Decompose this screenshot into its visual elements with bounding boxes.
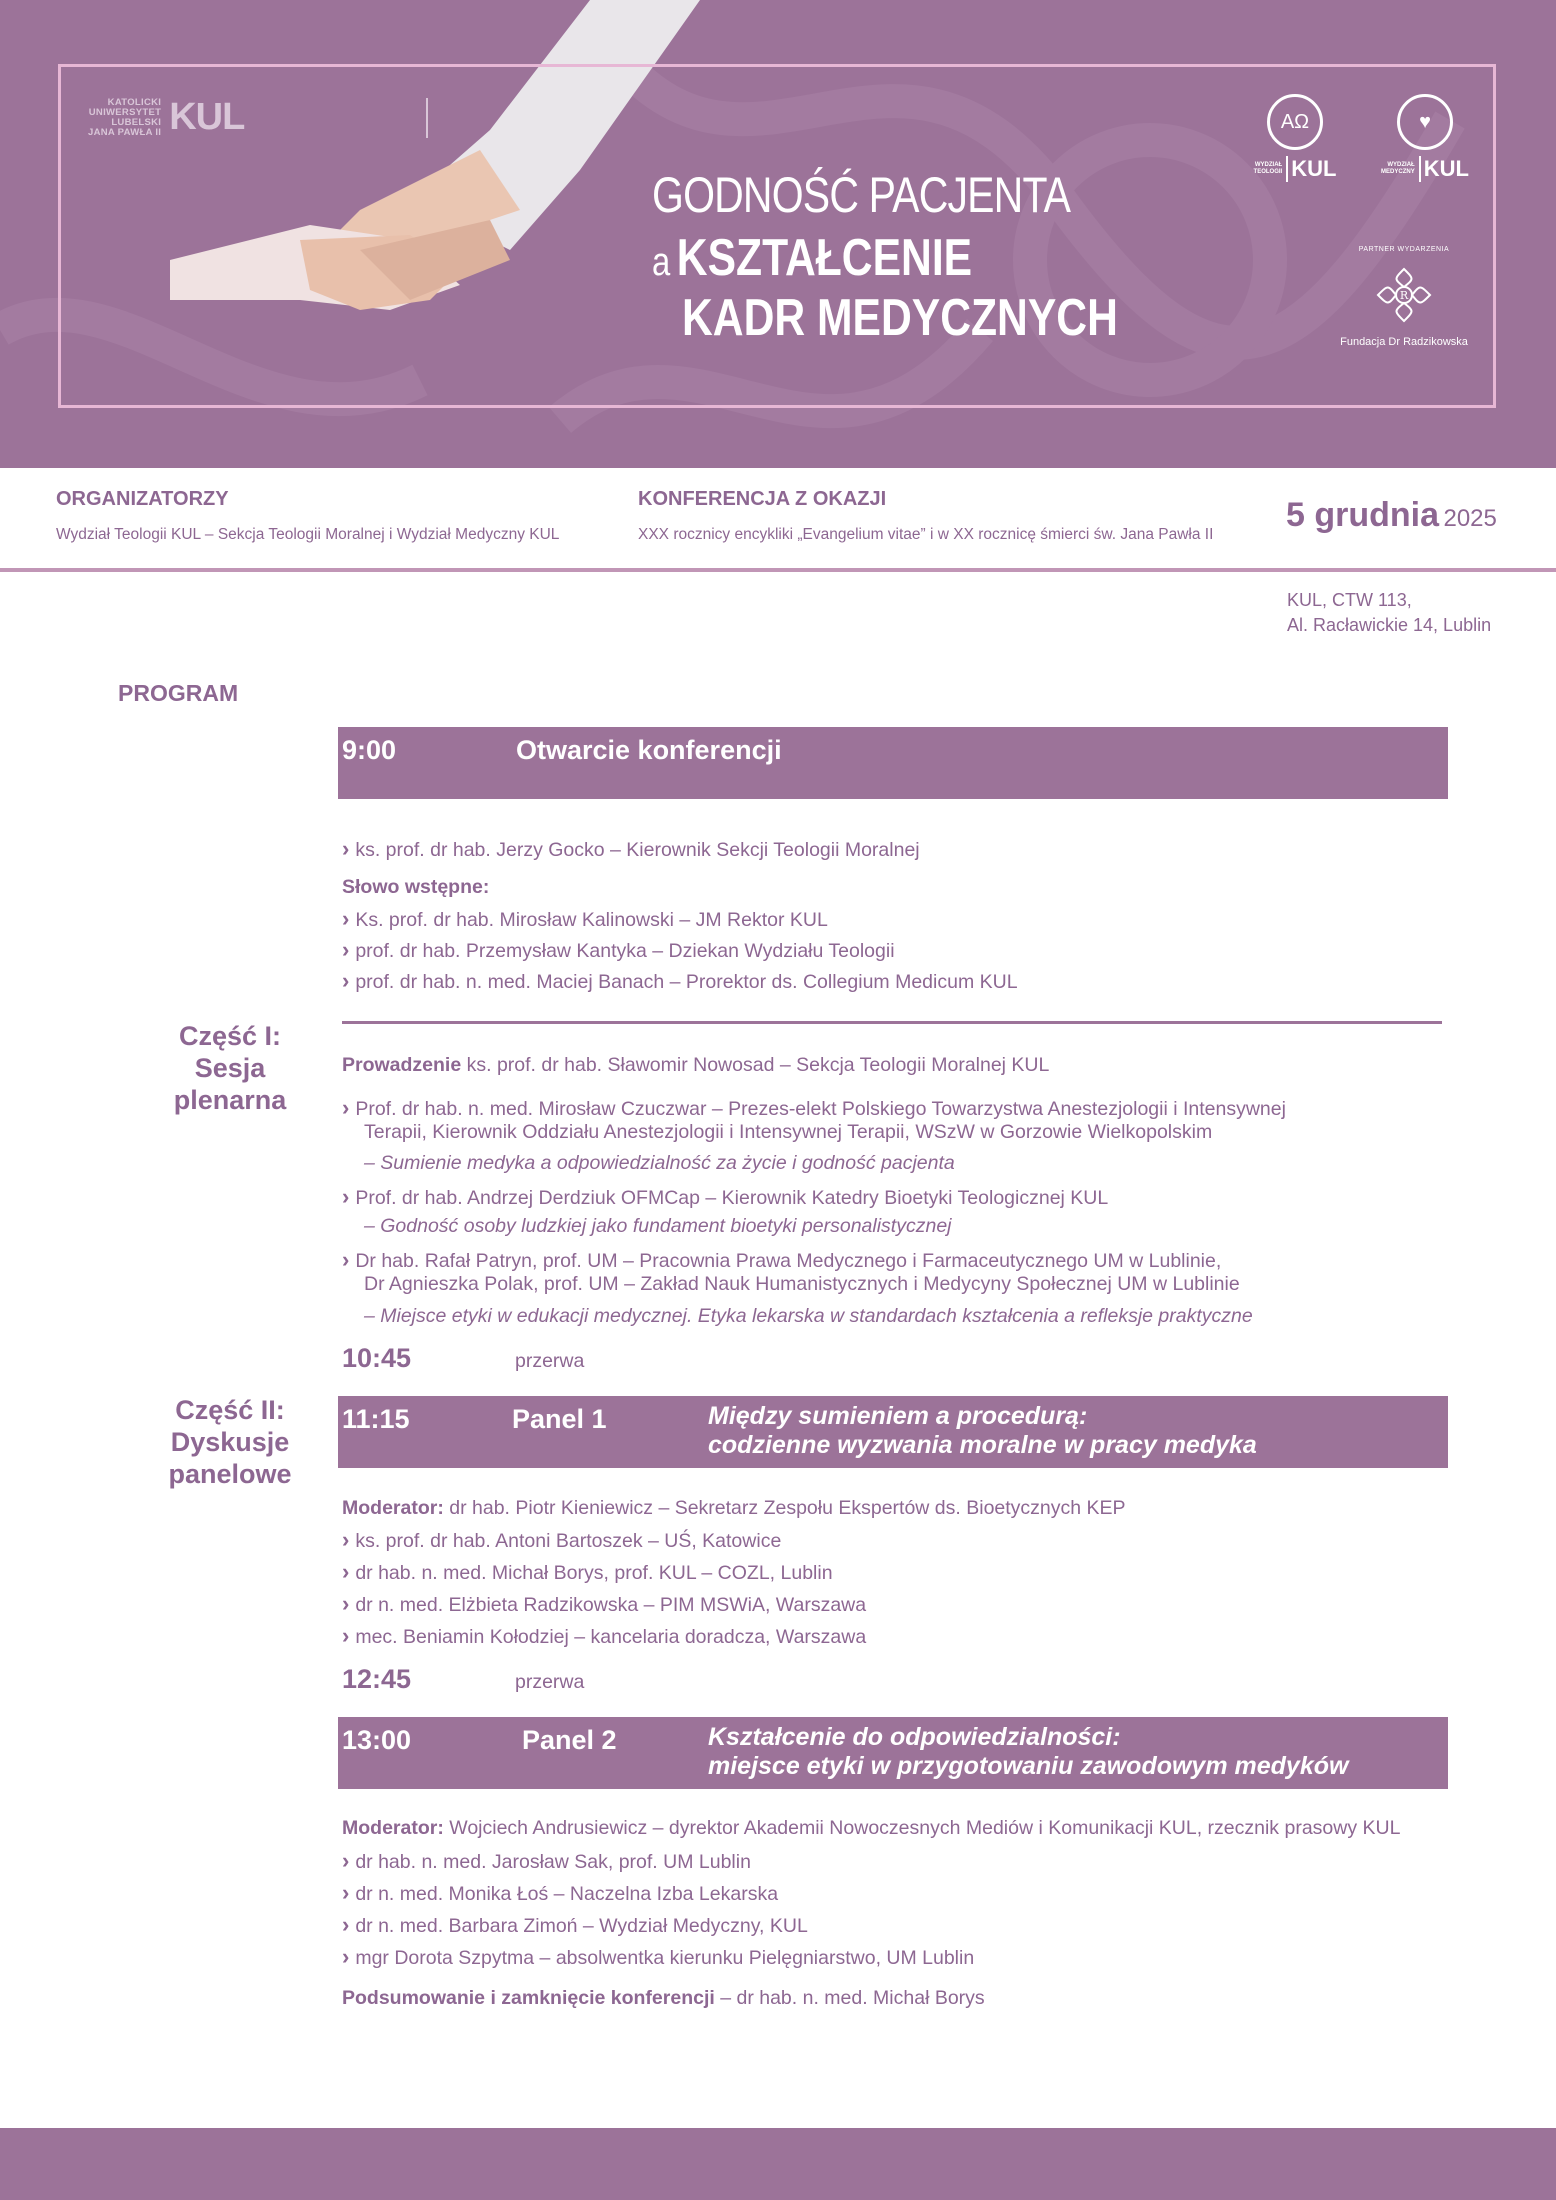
panel-1-bar	[338, 1396, 1448, 1468]
chevron-right-icon: ›	[342, 1912, 350, 1937]
talk-title	[364, 1215, 952, 1238]
part-2-line-3: panelowe	[168, 1459, 292, 1489]
chevron-right-icon: ›	[342, 906, 350, 931]
moderator-line	[342, 1497, 1126, 1520]
medical-logo-text: WYDZIAŁ MEDYCZNY	[1381, 162, 1415, 175]
opening-time: 9:00	[342, 735, 397, 765]
break-2-time: 12:45	[342, 1664, 412, 1694]
speaker-text: Ks. prof. dr hab. Mirosław Kalinowski – JM Rektor KUL	[355, 909, 828, 931]
list-item	[342, 1880, 778, 1906]
talk-title	[364, 1152, 955, 1175]
theology-logo-text: WYDZIAŁ TEOLOGII	[1253, 162, 1283, 175]
date-day: 5 grudnia	[1286, 496, 1440, 534]
partner-label: PARTNER WYDARZENIA	[1358, 246, 1450, 253]
kul-logo-text: KATOLICKI UNIWERSYTET LUBELSKI JANA PAWŁA II	[88, 96, 162, 138]
panel-1-time: 11:15	[342, 1404, 410, 1434]
title-line-2-text: KSZTAŁCENIE	[676, 229, 973, 287]
chevron-right-icon: ›	[342, 1848, 350, 1873]
kul-logo	[88, 96, 244, 139]
svg-text:R: R	[1399, 289, 1409, 302]
list-item	[342, 1912, 808, 1938]
list-item	[342, 1247, 1221, 1273]
section-separator	[342, 1021, 1442, 1024]
title-a: a	[652, 240, 671, 284]
panel-2-title-line-2: miejsce etyki w przygotowaniu zawodowym medyków	[708, 1752, 1349, 1780]
chevron-right-icon: ›	[342, 1559, 350, 1584]
closing-text: – dr hab. n. med. Michał Borys	[714, 1987, 985, 2009]
intro-label-text: Słowo wstępne:	[342, 876, 490, 898]
medical-faculty-logo	[1380, 94, 1470, 182]
panel-1-title-line-2: codzienne wyzwania moralne w pracy medyka	[708, 1431, 1257, 1459]
speaker-text: prof. dr hab. n. med. Maciej Banach – Prorektor ds. Collegium Medicum KUL	[355, 971, 1018, 993]
talk-title-text: – Sumienie medyka a odpowiedzialność za życie i godność pacjenta	[364, 1152, 955, 1174]
closing-label: Podsumowanie i zamknięcie konferencji	[342, 1987, 715, 2009]
list-item	[342, 1184, 1108, 1210]
chevron-right-icon: ›	[342, 1095, 350, 1120]
panelist-text: dr n. med. Monika Łoś – Naczelna Izba Lekarska	[355, 1883, 779, 1905]
chevron-right-icon: ›	[342, 937, 350, 962]
panel-2-time: 13:00	[342, 1725, 412, 1755]
panel-2-title-line-1: Kształcenie do odpowiedzialności:	[708, 1723, 1121, 1751]
conference-title	[652, 166, 1214, 348]
venue	[1287, 588, 1491, 638]
part-2-label	[150, 1394, 310, 1490]
panelist-text: mgr Dorota Szpytma – absolwentka kierunku Pielęgniarstwo, UM Lublin	[355, 1947, 975, 1969]
chevron-right-icon: ›	[342, 1527, 350, 1552]
header-banner	[0, 0, 1556, 468]
theology-logo-kul: KUL	[1286, 156, 1336, 182]
chair-label: Prowadzenie	[342, 1054, 462, 1076]
panelist-text: dr hab. n. med. Michał Borys, prof. KUL – COZL, Lublin	[355, 1562, 833, 1584]
talk-title-text: – Godność osoby ludzkiej jako fundament bioetyki personalistycznej	[364, 1215, 952, 1237]
title-line-2	[652, 228, 1112, 288]
list-item	[342, 1527, 781, 1553]
book-icon: AΩ	[1267, 94, 1323, 150]
panelist-text: dr n. med. Barbara Zimoń – Wydział Medyczny, KUL	[355, 1915, 808, 1937]
title-line-3: KADR MEDYCZNYCH	[682, 289, 1118, 347]
panel-2-name: Panel 2	[522, 1725, 617, 1755]
list-item	[342, 968, 1018, 994]
break-1-label: przerwa	[515, 1350, 585, 1372]
panel-2-bar	[338, 1717, 1448, 1789]
host-text: ks. prof. dr hab. Jerzy Gocko – Kierownik Sekcji Teologii Moralnej	[355, 839, 920, 861]
panelist-text: ks. prof. dr hab. Antoni Bartoszek – UŚ, Katowice	[355, 1530, 782, 1552]
list-item	[342, 1591, 866, 1617]
list-item	[342, 1848, 751, 1874]
speaker-text: prof. dr hab. Przemysław Kantyka – Dziekan Wydziału Teologii	[355, 940, 895, 962]
talk-title	[364, 1305, 1253, 1328]
chevron-right-icon: ›	[342, 1591, 350, 1616]
organizers-text: Wydział Teologii KUL – Sekcja Teologii Moralnej i Wydział Medyczny KUL	[56, 526, 560, 543]
list-item	[342, 836, 920, 862]
moderator-label: Moderator:	[342, 1497, 444, 1519]
kul-logo-divider	[426, 98, 428, 138]
part-1-line-3: plenarna	[173, 1085, 287, 1115]
list-item	[342, 937, 895, 963]
chevron-right-icon: ›	[342, 968, 350, 993]
talk-speaker: Dr hab. Rafał Patryn, prof. UM – Pracownia Prawa Medycznego i Farmaceutycznego UM w Lublinie,	[355, 1250, 1222, 1272]
opening-title: Otwarcie konferencji	[516, 735, 782, 765]
moderator-label: Moderator:	[342, 1817, 444, 1839]
intro-label	[342, 876, 489, 899]
chevron-right-icon: ›	[342, 1247, 350, 1272]
talk-title-text: – Miejsce etyki w edukacji medycznej. Etyka lekarska w standardach kształcenia a refleksje praktyczne	[364, 1305, 1253, 1327]
part-2-line-2: Dyskusje	[170, 1427, 290, 1457]
list-item	[342, 1623, 866, 1649]
kul-logo-mark: KUL	[169, 96, 245, 138]
panelist-text: dr hab. n. med. Jarosław Sak, prof. UM Lublin	[355, 1851, 751, 1873]
venue-line-2: Al. Racławickie 14, Lublin	[1287, 615, 1492, 635]
list-item	[342, 1095, 1286, 1121]
partner-name: Fundacja Dr Radzikowska	[1340, 336, 1468, 348]
chevron-right-icon: ›	[342, 1623, 350, 1648]
chevron-right-icon: ›	[342, 1944, 350, 1969]
theology-faculty-logo	[1250, 94, 1340, 182]
panelist-text: mec. Beniamin Kołodziej – kancelaria doradcza, Warszawa	[355, 1626, 867, 1648]
moderator-text: dr hab. Piotr Kieniewicz – Sekretarz Zespołu Ekspertów ds. Bioetycznych KEP	[443, 1497, 1126, 1519]
divider-rule	[0, 568, 1556, 572]
list-item	[342, 1944, 974, 1970]
chevron-right-icon: ›	[342, 1184, 350, 1209]
chair-text: ks. prof. dr hab. Sławomir Nowosad – Sekcja Teologii Moralnej KUL	[461, 1054, 1050, 1076]
date-year: 2025	[1443, 505, 1497, 532]
panel-2-title	[708, 1723, 1348, 1781]
part-1-line-2: Sesja	[194, 1053, 266, 1083]
part-1-label	[150, 1020, 310, 1116]
chevron-right-icon: ›	[342, 1880, 350, 1905]
break-1-time: 10:45	[342, 1343, 412, 1373]
talk-speaker: Prof. dr hab. Andrzej Derdziuk OFMCap – Kierownik Katedry Bioetyki Teologicznej KUL	[355, 1187, 1109, 1209]
venue-line-1: KUL, CTW 113,	[1287, 590, 1412, 610]
chevron-right-icon: ›	[342, 836, 350, 861]
program-heading: PROGRAM	[118, 680, 239, 706]
moderator-line	[342, 1817, 1400, 1840]
panel-1-title	[708, 1402, 1257, 1460]
event-partner	[1330, 246, 1478, 348]
list-item	[342, 906, 828, 932]
foundation-emblem-icon	[1374, 265, 1434, 325]
occasion-text: XXX rocznicy encykliki „Evangelium vitae” i w XX rocznicę śmierci św. Jana Pawła II	[638, 526, 1214, 543]
break-2-label: przerwa	[515, 1671, 585, 1693]
talk-speaker-2: Dr Agnieszka Polak, prof. UM – Zakład Nauk Humanistycznych i Medycyny Społecznej UM w Lublinie	[364, 1273, 1240, 1295]
event-date	[1286, 496, 1497, 535]
opening-bar	[338, 727, 1448, 799]
chair-line	[342, 1054, 1049, 1077]
title-line-1: GODNOŚĆ PACJENTA	[652, 167, 1071, 223]
talk-affiliation: Terapii, Kierownik Oddziału Anestezjologii i Intensywnej Terapii, WSzW w Gorzowie Wielkopolskim	[364, 1121, 1213, 1143]
panel-1-name: Panel 1	[512, 1404, 607, 1434]
footer-bar	[0, 2128, 1556, 2200]
list-item	[342, 1559, 833, 1585]
medical-logo-kul: KUL	[1419, 156, 1469, 182]
part-2-line-1: Część II:	[175, 1395, 285, 1425]
moderator-text: Wojciech Andrusiewicz – dyrektor Akademii Nowoczesnych Mediów i Komunikacji KUL, rzecznik prasowy KUL	[443, 1817, 1401, 1839]
occasion-heading: KONFERENCJA Z OKAZJI	[638, 488, 887, 510]
medical-people-icon: ♥	[1397, 94, 1453, 150]
organizers-heading: ORGANIZATORZY	[56, 488, 229, 510]
panelist-text: dr n. med. Elżbieta Radzikowska – PIM MSWiA, Warszawa	[355, 1594, 867, 1616]
panel-1-title-line-1: Między sumieniem a procedurą:	[708, 1402, 1088, 1430]
closing-line	[342, 1987, 985, 2010]
talk-speaker: Prof. dr hab. n. med. Mirosław Czuczwar – Prezes-elekt Polskiego Towarzystwa Anestezjologii i Intensywnej	[355, 1098, 1286, 1120]
part-1-line-1: Część I:	[178, 1021, 282, 1051]
